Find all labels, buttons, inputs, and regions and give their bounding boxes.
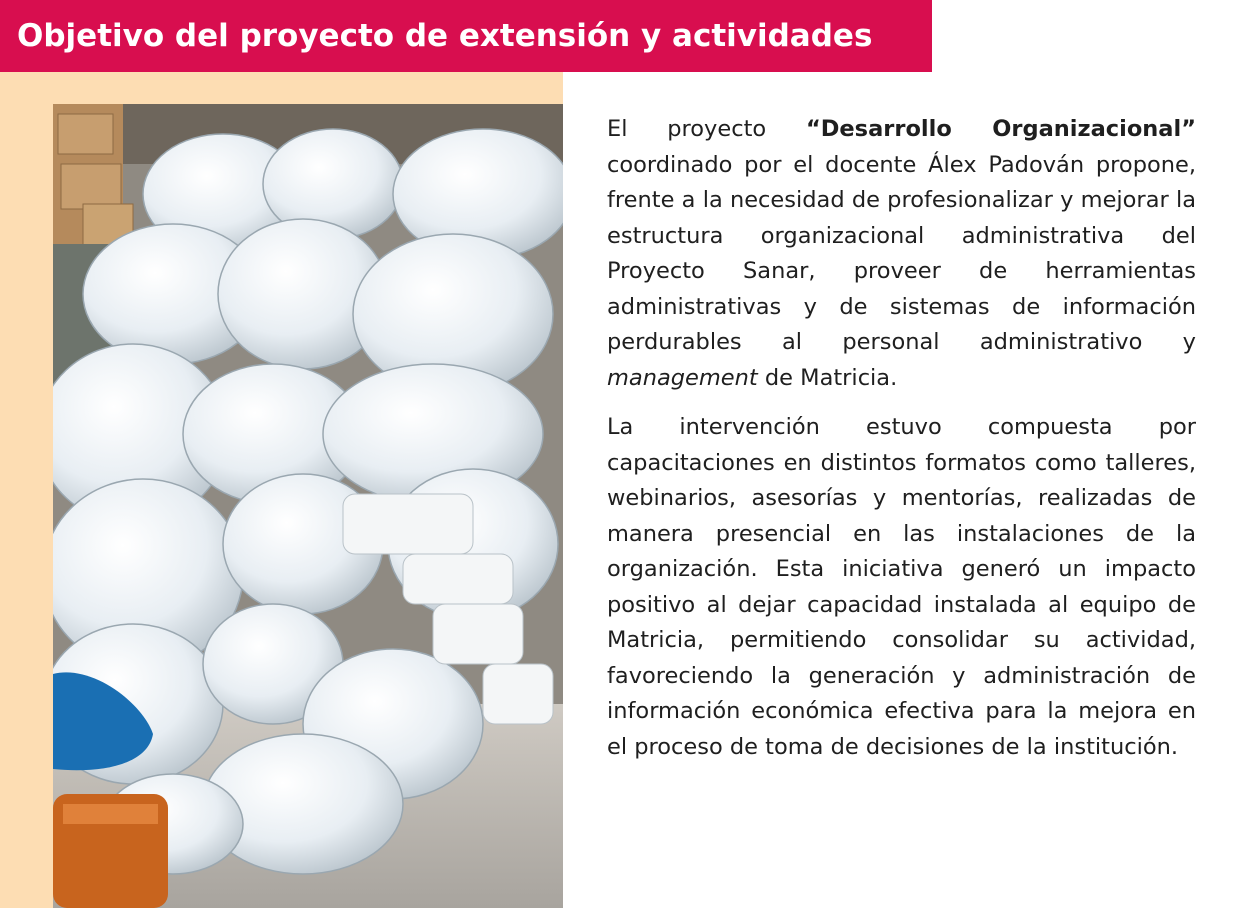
p1-intro: El proyecto bbox=[607, 116, 806, 142]
paragraph-activities: La intervención estuvo compuesta por capacitaciones en distintos formatos como talleres, webinarios, asesorías y mentorías, realizadas de manera presencial en las instalaciones de la organización. Esta iniciativa generó un impacto positivo al dejar capacidad instalada al equipo de Matricia, permitiendo consolidar su actividad, favoreciendo la generación y administración de información económica efectiva para la mejora en el proceso de toma de decisiones de la institución. bbox=[607, 414, 1196, 760]
p1-body: coordinado por el docente Álex Padován propone, frente a la necesidad de profesionalizar y mejorar la estructura organizacional administrativa del Proyecto Sanar, proveer de herramientas administrativas y de sistemas de información perdurables al personal administrativo y bbox=[607, 151, 1196, 355]
p1-end: de Matricia. bbox=[757, 364, 898, 391]
photo-icon bbox=[53, 104, 563, 908]
paragraph-objective bbox=[607, 112, 1196, 396]
section-title: Objetivo del proyecto de extensión y actividades bbox=[0, 0, 932, 72]
body-text bbox=[607, 112, 1196, 779]
p1-italic-term: management bbox=[607, 364, 758, 391]
project-name: “Desarrollo Organizacional” bbox=[805, 116, 1196, 142]
storage-room-photo bbox=[53, 104, 563, 908]
